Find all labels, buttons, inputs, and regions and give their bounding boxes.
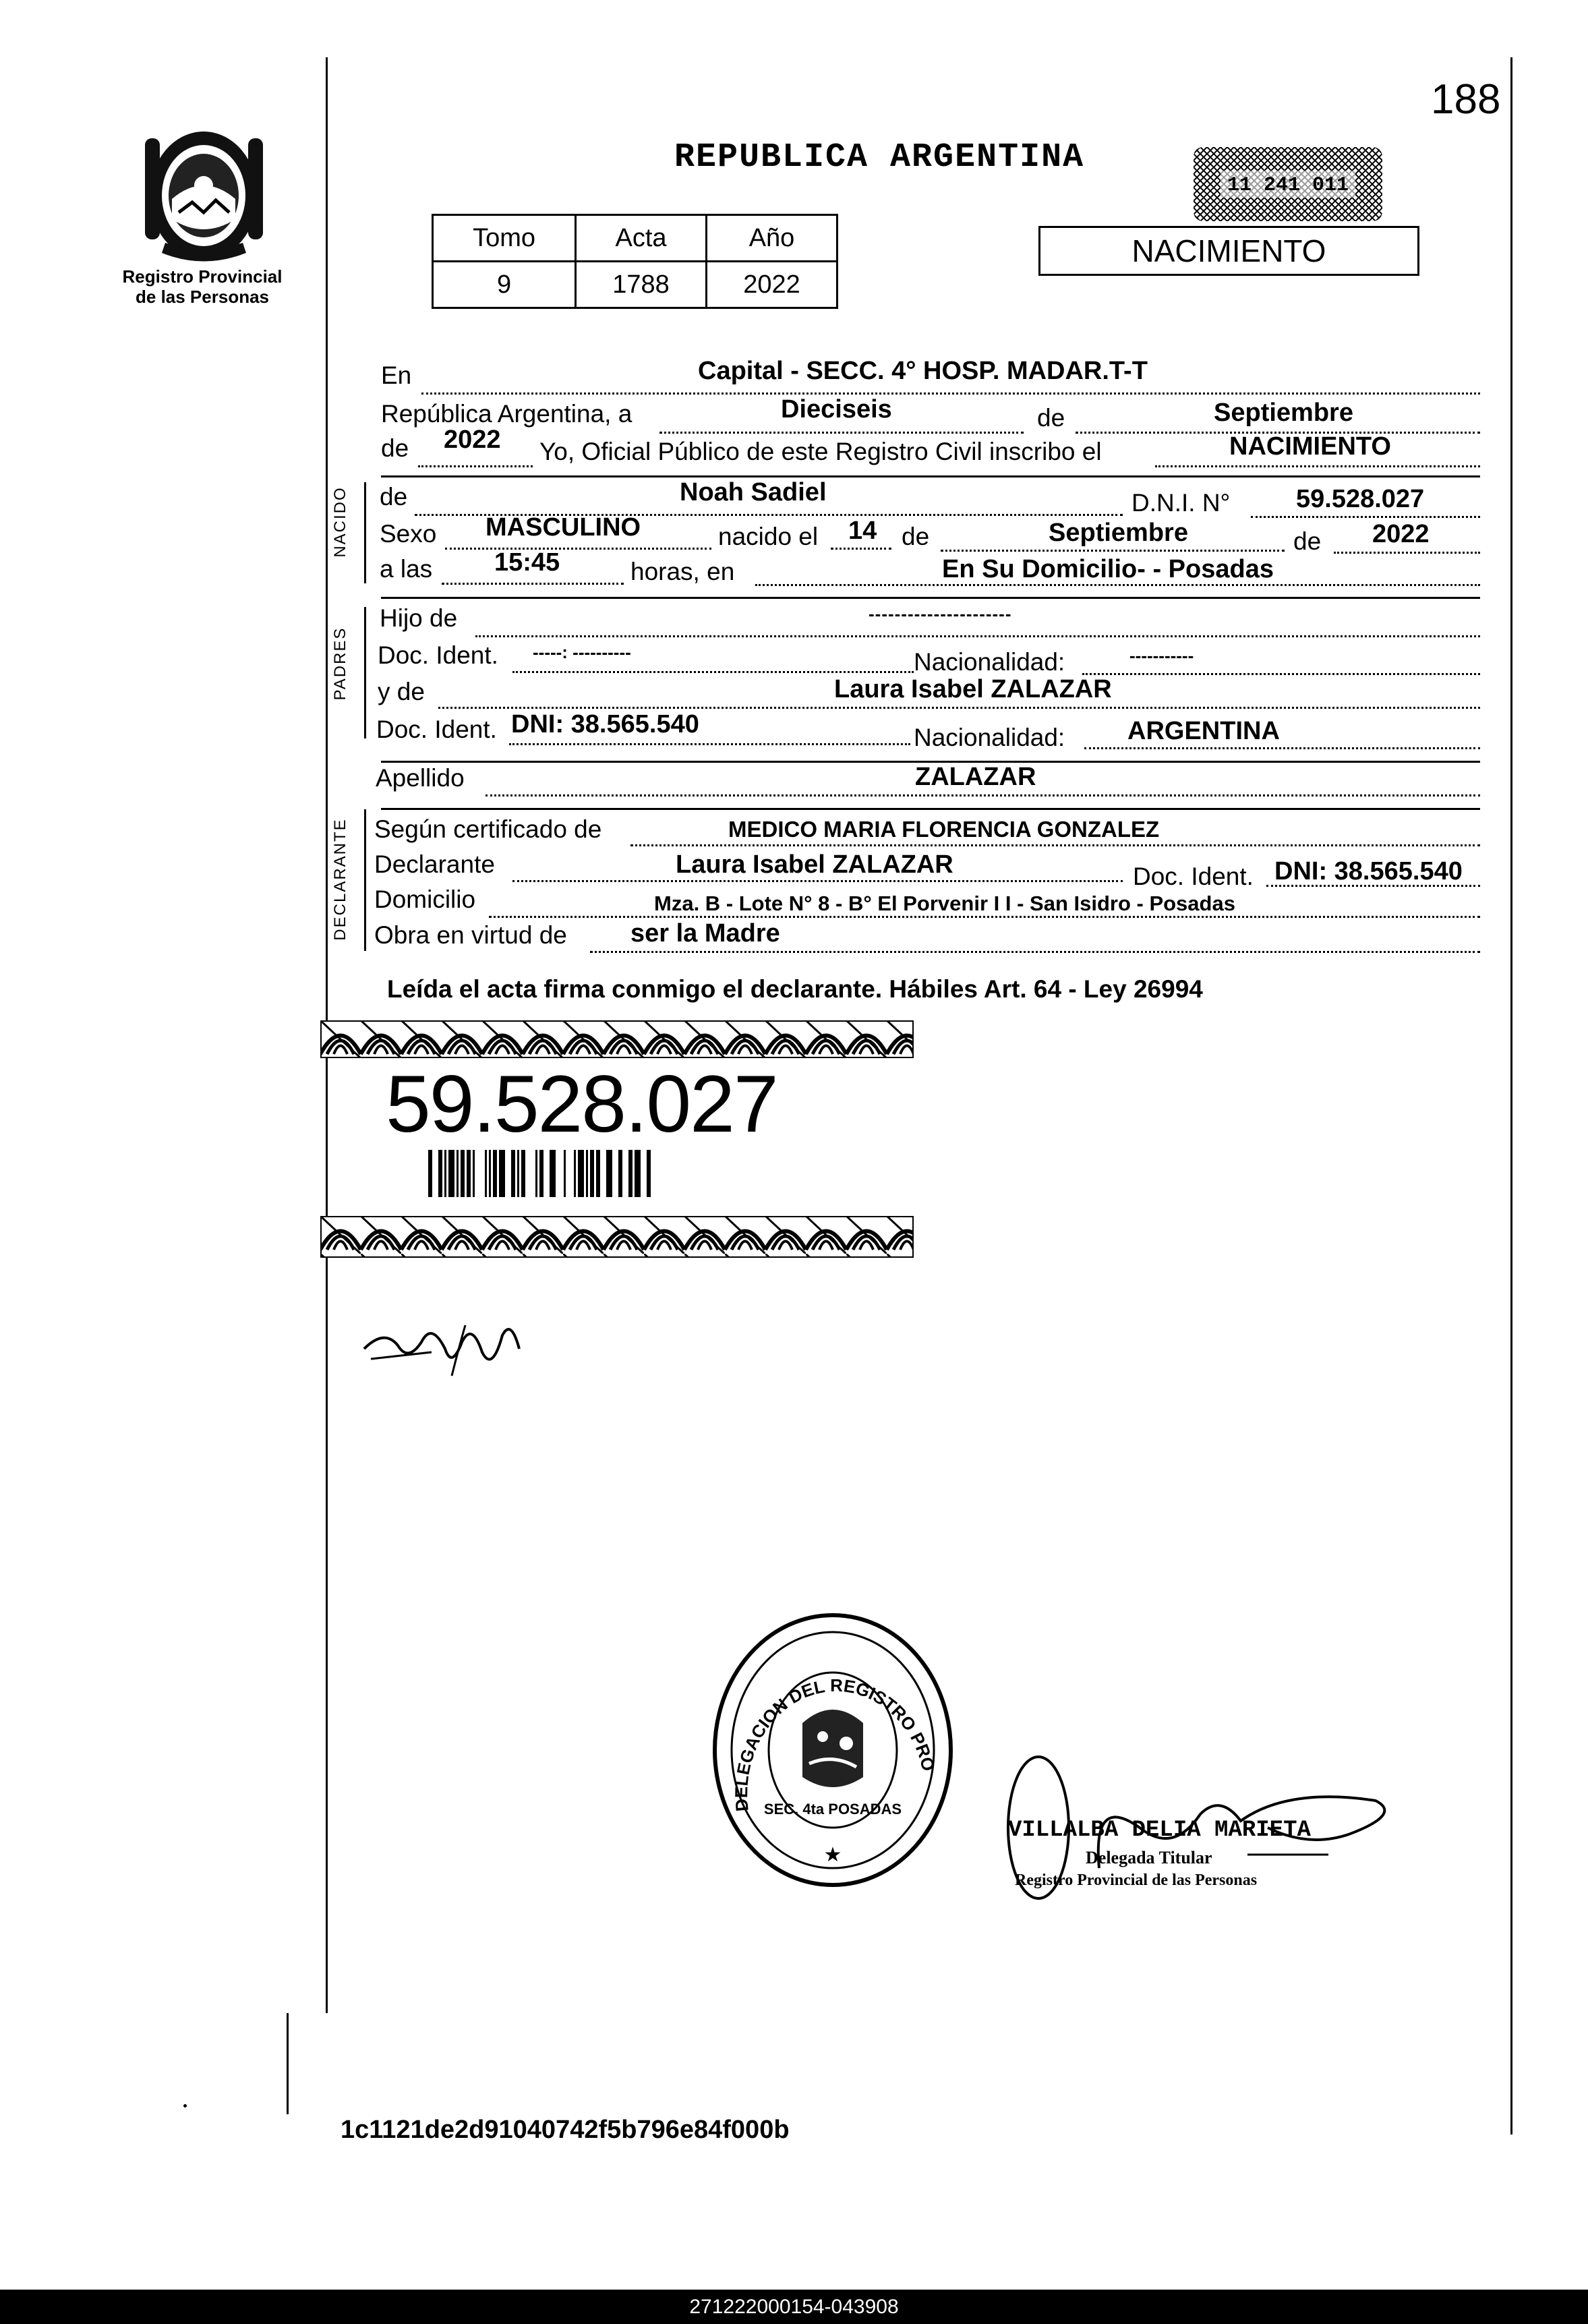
- y-de-label: y de: [378, 678, 425, 705]
- birth-de2-label: de: [1293, 527, 1322, 555]
- record-table-header-row: [433, 215, 837, 262]
- obra-label: Obra en virtud de: [374, 921, 567, 949]
- record-table-value-row: [433, 262, 837, 308]
- nacido-el-label: nacido el: [718, 523, 819, 550]
- mother-name-value: Laura Isabel ZALAZAR: [834, 675, 1112, 703]
- rule-4: [381, 808, 1480, 810]
- birth-month-dots: [941, 550, 1285, 552]
- barcode-bar: [461, 1150, 465, 1197]
- barcode-bar: [606, 1150, 612, 1197]
- closing-text: Leída el acta firma conmigo el declarante. Hábiles Art. 64 - Ley 26994: [387, 975, 1203, 1003]
- republica-label: República Argentina, a: [381, 400, 633, 428]
- time-dots: [442, 583, 624, 585]
- declarante-value: Laura Isabel ZALAZAR: [676, 850, 953, 879]
- barcode-bar: [647, 1150, 651, 1197]
- domicilio-label: Domicilio: [374, 885, 476, 913]
- page-number: 188: [1431, 76, 1501, 123]
- footer-bar: [0, 2290, 1588, 2324]
- declarante-doc-value: DNI: 38.565.540: [1274, 857, 1463, 885]
- inscribo-value: NACIMIENTO: [1229, 432, 1391, 461]
- mother-nationality-label: Nacionalidad:: [914, 724, 1065, 751]
- segun-dots: [630, 844, 1480, 846]
- mother-doc-value: DNI: 38.565.540: [511, 710, 699, 738]
- barcode-bar: [578, 1150, 584, 1197]
- mother-name-dots: [438, 707, 1480, 709]
- barcode-bar: [586, 1150, 588, 1197]
- barcode-bar: [550, 1150, 556, 1197]
- father-doc-label: Doc. Ident.: [378, 641, 498, 669]
- declarante-dots: [512, 880, 1123, 882]
- sexo-label: Sexo: [380, 520, 437, 548]
- security-band-top: [320, 1020, 914, 1058]
- sexo-value: MASCULINO: [486, 513, 641, 542]
- table-value-acta: 1788: [576, 262, 707, 308]
- apellido-dots: [486, 794, 1480, 796]
- dni-dots: [1251, 516, 1480, 518]
- birth-year-dots: [1334, 552, 1480, 554]
- barcode-bar: [438, 1150, 442, 1197]
- mother-doc-dots: [509, 743, 910, 745]
- domicilio-value: Mza. B - Lote N° 8 - B° El Porvenir I I - San Isidro - Posadas: [654, 892, 1235, 915]
- barcode-bar: [467, 1150, 471, 1197]
- security-band-bottom: [320, 1216, 914, 1258]
- birth-year-value: 2022: [1372, 520, 1430, 548]
- barcode-bar: [428, 1150, 432, 1197]
- nacido-de-label: de: [380, 483, 408, 511]
- barcode-bar: [635, 1150, 641, 1197]
- month-value: Septiembre: [1214, 399, 1353, 427]
- rule-1: [381, 475, 1480, 477]
- barcode-bar: [618, 1150, 622, 1197]
- birth-place-value: En Su Domicilio- - Posadas: [942, 555, 1274, 583]
- barcode-bar: [473, 1150, 475, 1197]
- barcode-bar: [596, 1150, 600, 1197]
- official-seal: [708, 1608, 958, 1892]
- nacido-bracket: [364, 482, 366, 583]
- side-label-padres: PADRES: [331, 627, 349, 701]
- day-dots: [831, 548, 891, 550]
- dni-label: D.N.I. N°: [1131, 489, 1231, 517]
- place-dots: [755, 584, 1480, 586]
- barcode-bar: [489, 1150, 491, 1197]
- obra-dots: [590, 951, 1480, 953]
- barcode-bar: [590, 1150, 594, 1197]
- father-nationality-label: Nacionalidad:: [914, 648, 1065, 676]
- barcode-bar: [485, 1150, 487, 1197]
- sexo-dots: [445, 548, 711, 550]
- mother-nationality-dots: [1084, 747, 1480, 749]
- official-name: VILLALBA DELIA MARIETA: [1008, 1818, 1311, 1843]
- barcode: [428, 1150, 752, 1197]
- svg-text:★: ★: [823, 1844, 842, 1866]
- dni-value: 59.528.027: [1296, 485, 1425, 513]
- seal-inner-text: SEC. 4ta POSADAS: [763, 1801, 902, 1818]
- hash-code: 1c1121de2d91040742f5b796e84f000b: [341, 2116, 790, 2144]
- barcode-bar: [448, 1150, 454, 1197]
- birth-month-value: Septiembre: [1049, 519, 1188, 547]
- registry-name: Registro Provincial de las Personas: [122, 266, 283, 307]
- segun-value: MEDICO MARIA FLORENCIA GONZALEZ: [728, 817, 1160, 842]
- act-type-box: [1038, 226, 1419, 276]
- segun-label: Según certificado de: [374, 815, 602, 843]
- barcode-bar: [517, 1150, 519, 1197]
- declarante-doc-label: Doc. Ident.: [1133, 863, 1254, 890]
- official-role: Delegada Titular: [1086, 1848, 1212, 1867]
- barcode-bar: [628, 1150, 633, 1197]
- father-nationality-value: -----------: [1129, 645, 1194, 666]
- en-value: Capital - SECC. 4° HOSP. MADAR.T-T: [698, 357, 1148, 385]
- declarante-bracket: [364, 809, 366, 951]
- barcode-bar: [574, 1150, 576, 1197]
- republica-dots-1: [659, 432, 1024, 434]
- year-dots: [418, 465, 533, 467]
- barcode-bar: [511, 1150, 515, 1197]
- table-header-tomo: Tomo: [433, 215, 576, 262]
- hijo-de-value: ----------------------: [869, 604, 1012, 624]
- birth-de-label: de: [902, 523, 930, 550]
- footer-code: 271222000154-043908: [689, 2296, 899, 2318]
- right-margin-line: [1510, 57, 1512, 2134]
- year-value: 2022: [444, 426, 501, 454]
- obra-value: ser la Madre: [630, 919, 780, 948]
- stamp-number: 11 241 011: [1227, 174, 1349, 197]
- act-type-label: NACIMIENTO: [1131, 233, 1326, 268]
- seal-text: DELEGACION DEL REGISTRO PRO: [731, 1675, 939, 1813]
- en-label: En: [381, 361, 412, 389]
- year-prefix-label: de: [381, 434, 409, 462]
- apellido-label: Apellido: [376, 764, 465, 792]
- barcode-bar: [564, 1150, 566, 1197]
- side-label-declarante: DECLARANTE: [331, 818, 349, 941]
- mother-doc-label: Doc. Ident.: [376, 716, 497, 743]
- table-header-acta: Acta: [576, 215, 707, 262]
- stray-dot: [183, 2104, 187, 2108]
- birth-day-value: 14: [848, 517, 877, 545]
- security-stamp: [1194, 147, 1382, 221]
- left-margin-line-lower: [287, 2013, 289, 2114]
- mother-nationality-value: ARGENTINA: [1127, 717, 1280, 745]
- date-de-label: de: [1037, 404, 1065, 432]
- record-table: [432, 214, 838, 309]
- table-value-tomo: 9: [433, 262, 576, 308]
- declarant-signature: [357, 1308, 533, 1389]
- barcode-bar: [493, 1150, 497, 1197]
- horas-en-label: horas, en: [630, 558, 735, 585]
- apellido-value: ZALAZAR: [915, 763, 1036, 791]
- table-header-ano: Año: [707, 215, 837, 262]
- side-label-nacido: NACIDO: [331, 486, 349, 558]
- en-dots: [421, 393, 1480, 395]
- day-words-value: Dieciseis: [781, 395, 892, 424]
- hijo-de-label: Hijo de: [380, 604, 458, 632]
- padres-bracket: [364, 607, 366, 738]
- father-doc-dots: [512, 671, 914, 673]
- country-title: REPUBLICA ARGENTINA: [674, 138, 1085, 177]
- id-number: 59.528.027: [386, 1059, 777, 1149]
- barcode-bar: [521, 1150, 525, 1197]
- birth-time-value: 15:45: [494, 548, 560, 577]
- a-las-label: a las: [380, 555, 433, 583]
- official-office: Registro Provincial de las Personas: [1015, 1871, 1258, 1889]
- inscribo-dots: [1155, 465, 1480, 467]
- barcode-bar: [539, 1150, 543, 1197]
- barcode-bar: [444, 1150, 446, 1197]
- barcode-bar: [535, 1150, 537, 1197]
- barcode-bar: [457, 1150, 459, 1197]
- father-nationality-dots: [1082, 673, 1480, 675]
- father-doc-value: -----: ----------: [533, 642, 631, 662]
- declarante-label: Declarante: [374, 850, 495, 878]
- table-value-ano: 2022: [707, 262, 837, 308]
- barcode-bar: [499, 1150, 505, 1197]
- child-name-value: Noah Sadiel: [680, 478, 827, 506]
- province-logo: [131, 111, 276, 266]
- inscribo-text: Yo, Oficial Público de este Registro Civil inscribo el: [539, 438, 1102, 465]
